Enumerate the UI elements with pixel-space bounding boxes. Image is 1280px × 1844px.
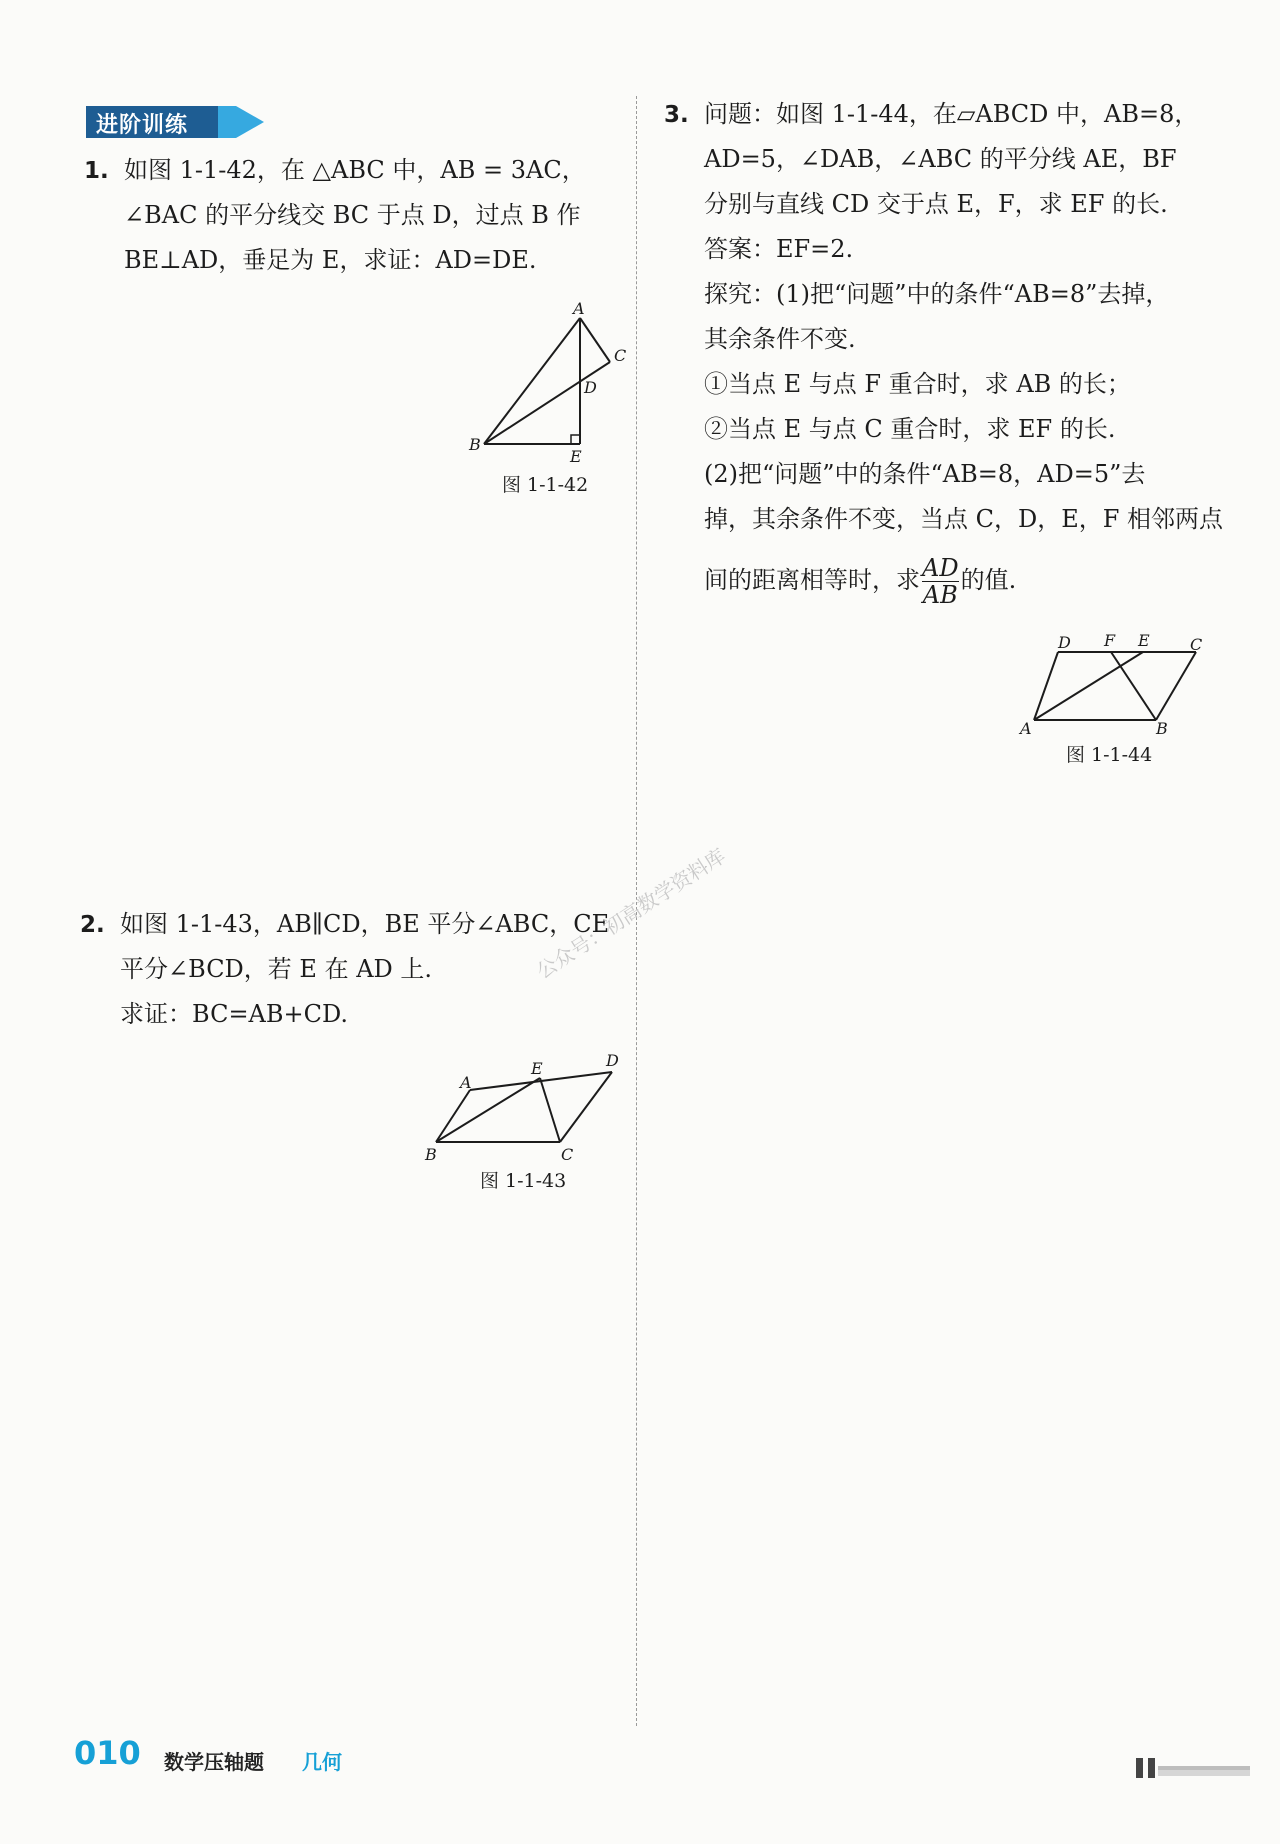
problem-3-last-line-before: 间的距离相等时，求 xyxy=(704,566,920,594)
label-c: C xyxy=(614,346,627,365)
segment-ce xyxy=(540,1078,560,1142)
figure-1-1-42-caption: 图 1-1-42 xyxy=(502,474,589,496)
label-e: E xyxy=(570,447,582,466)
page-footer xyxy=(74,1734,342,1774)
figure-1-1-43-caption: 图 1-1-43 xyxy=(480,1170,567,1192)
segment-ac xyxy=(580,318,610,362)
problem-3-line: 其余条件不变. xyxy=(704,325,856,353)
problem-3-line: 掉，其余条件不变，当点 C，D，E，F 相邻两点 xyxy=(704,505,1224,533)
label-d: D xyxy=(584,378,597,397)
problem-2-number: 2. xyxy=(80,912,105,938)
fraction-denominator: AB xyxy=(922,581,958,609)
segment-bf xyxy=(1111,652,1156,720)
segment-be xyxy=(436,1078,540,1142)
problem-2-line: 如图 1-1-43，AB∥CD，BE 平分∠ABC，CE xyxy=(120,910,610,938)
section-tag-text: 进阶训练 xyxy=(96,113,189,138)
segment-ad xyxy=(470,1072,612,1090)
label-f: F xyxy=(1104,631,1116,650)
section-tag xyxy=(86,106,266,138)
problem-3-number: 3. xyxy=(664,102,689,128)
problem-1-line: ∠BAC 的平分线交 BC 于点 D，过点 B 作 xyxy=(124,201,581,229)
problem-1-number: 1. xyxy=(84,158,109,184)
problem-2-line: 平分∠BCD，若 E 在 AD 上. xyxy=(120,955,433,983)
problem-3-text xyxy=(704,92,1223,610)
label-a: A xyxy=(573,299,585,318)
problem-3-last-line-after: 的值. xyxy=(960,566,1017,594)
label-c: C xyxy=(1190,635,1203,654)
segment-ab xyxy=(484,318,580,444)
label-b: B xyxy=(469,435,481,454)
label-a: A xyxy=(1020,719,1032,738)
page-number: 010 xyxy=(74,1734,141,1772)
page-edge-bars xyxy=(1136,1752,1256,1782)
label-d: D xyxy=(606,1051,619,1070)
problem-3-line: (2)把“问题”中的条件“AB=8，AD=5”去 xyxy=(704,460,1146,488)
problem-1-line: 如图 1-1-42，在 △ABC 中，AB = 3AC， xyxy=(124,156,586,184)
problem-1-line: BE⊥AD，垂足为 E，求证：AD=DE. xyxy=(124,246,537,274)
watermark-text: 公众号：初高数学资料库 xyxy=(532,843,730,984)
problem-3-line: 分别与直线 CD 交于点 E，F，求 EF 的长. xyxy=(704,190,1168,218)
label-d: D xyxy=(1058,633,1071,652)
problem-3-line: 探究：(1)把“问题”中的条件“AB=8”去掉， xyxy=(704,280,1170,308)
problem-1-text xyxy=(124,148,586,283)
label-b: B xyxy=(425,1145,437,1164)
label-e: E xyxy=(1138,631,1150,650)
figure-1-1-44-caption: 图 1-1-44 xyxy=(1066,744,1153,766)
problem-2-line: 求证：BC=AB+CD. xyxy=(120,1000,349,1028)
segment-cd xyxy=(560,1072,612,1142)
problem-3-line: ②当点 E 与点 C 重合时，求 EF 的长. xyxy=(704,415,1116,443)
problem-3-last-line xyxy=(704,550,1223,610)
segment-ab xyxy=(436,1090,470,1142)
subject-label: 几何 xyxy=(302,1750,342,1774)
segment-da xyxy=(1034,652,1058,720)
label-e: E xyxy=(531,1059,543,1078)
right-angle-mark xyxy=(571,435,580,444)
problem-3-line: 问题：如图 1-1-44，在▱ABCD 中，AB=8， xyxy=(704,100,1199,128)
problem-3-line: AD=5，∠DAB，∠ABC 的平分线 AE，BF xyxy=(704,145,1177,173)
segment-bc xyxy=(1156,652,1196,720)
book-title: 数学压轴题 xyxy=(164,1750,264,1774)
label-b: B xyxy=(1156,719,1168,738)
problem-3-line: ①当点 E 与点 F 重合时，求 AB 的长； xyxy=(704,370,1131,398)
fraction-ad-over-ab xyxy=(922,555,959,608)
fraction-numerator: AD xyxy=(922,554,959,582)
label-c: C xyxy=(561,1145,574,1164)
label-a: A xyxy=(460,1073,472,1092)
problem-3-line: 答案：EF=2. xyxy=(704,235,854,263)
segment-bc xyxy=(484,362,610,444)
segment-ae xyxy=(1034,652,1143,720)
